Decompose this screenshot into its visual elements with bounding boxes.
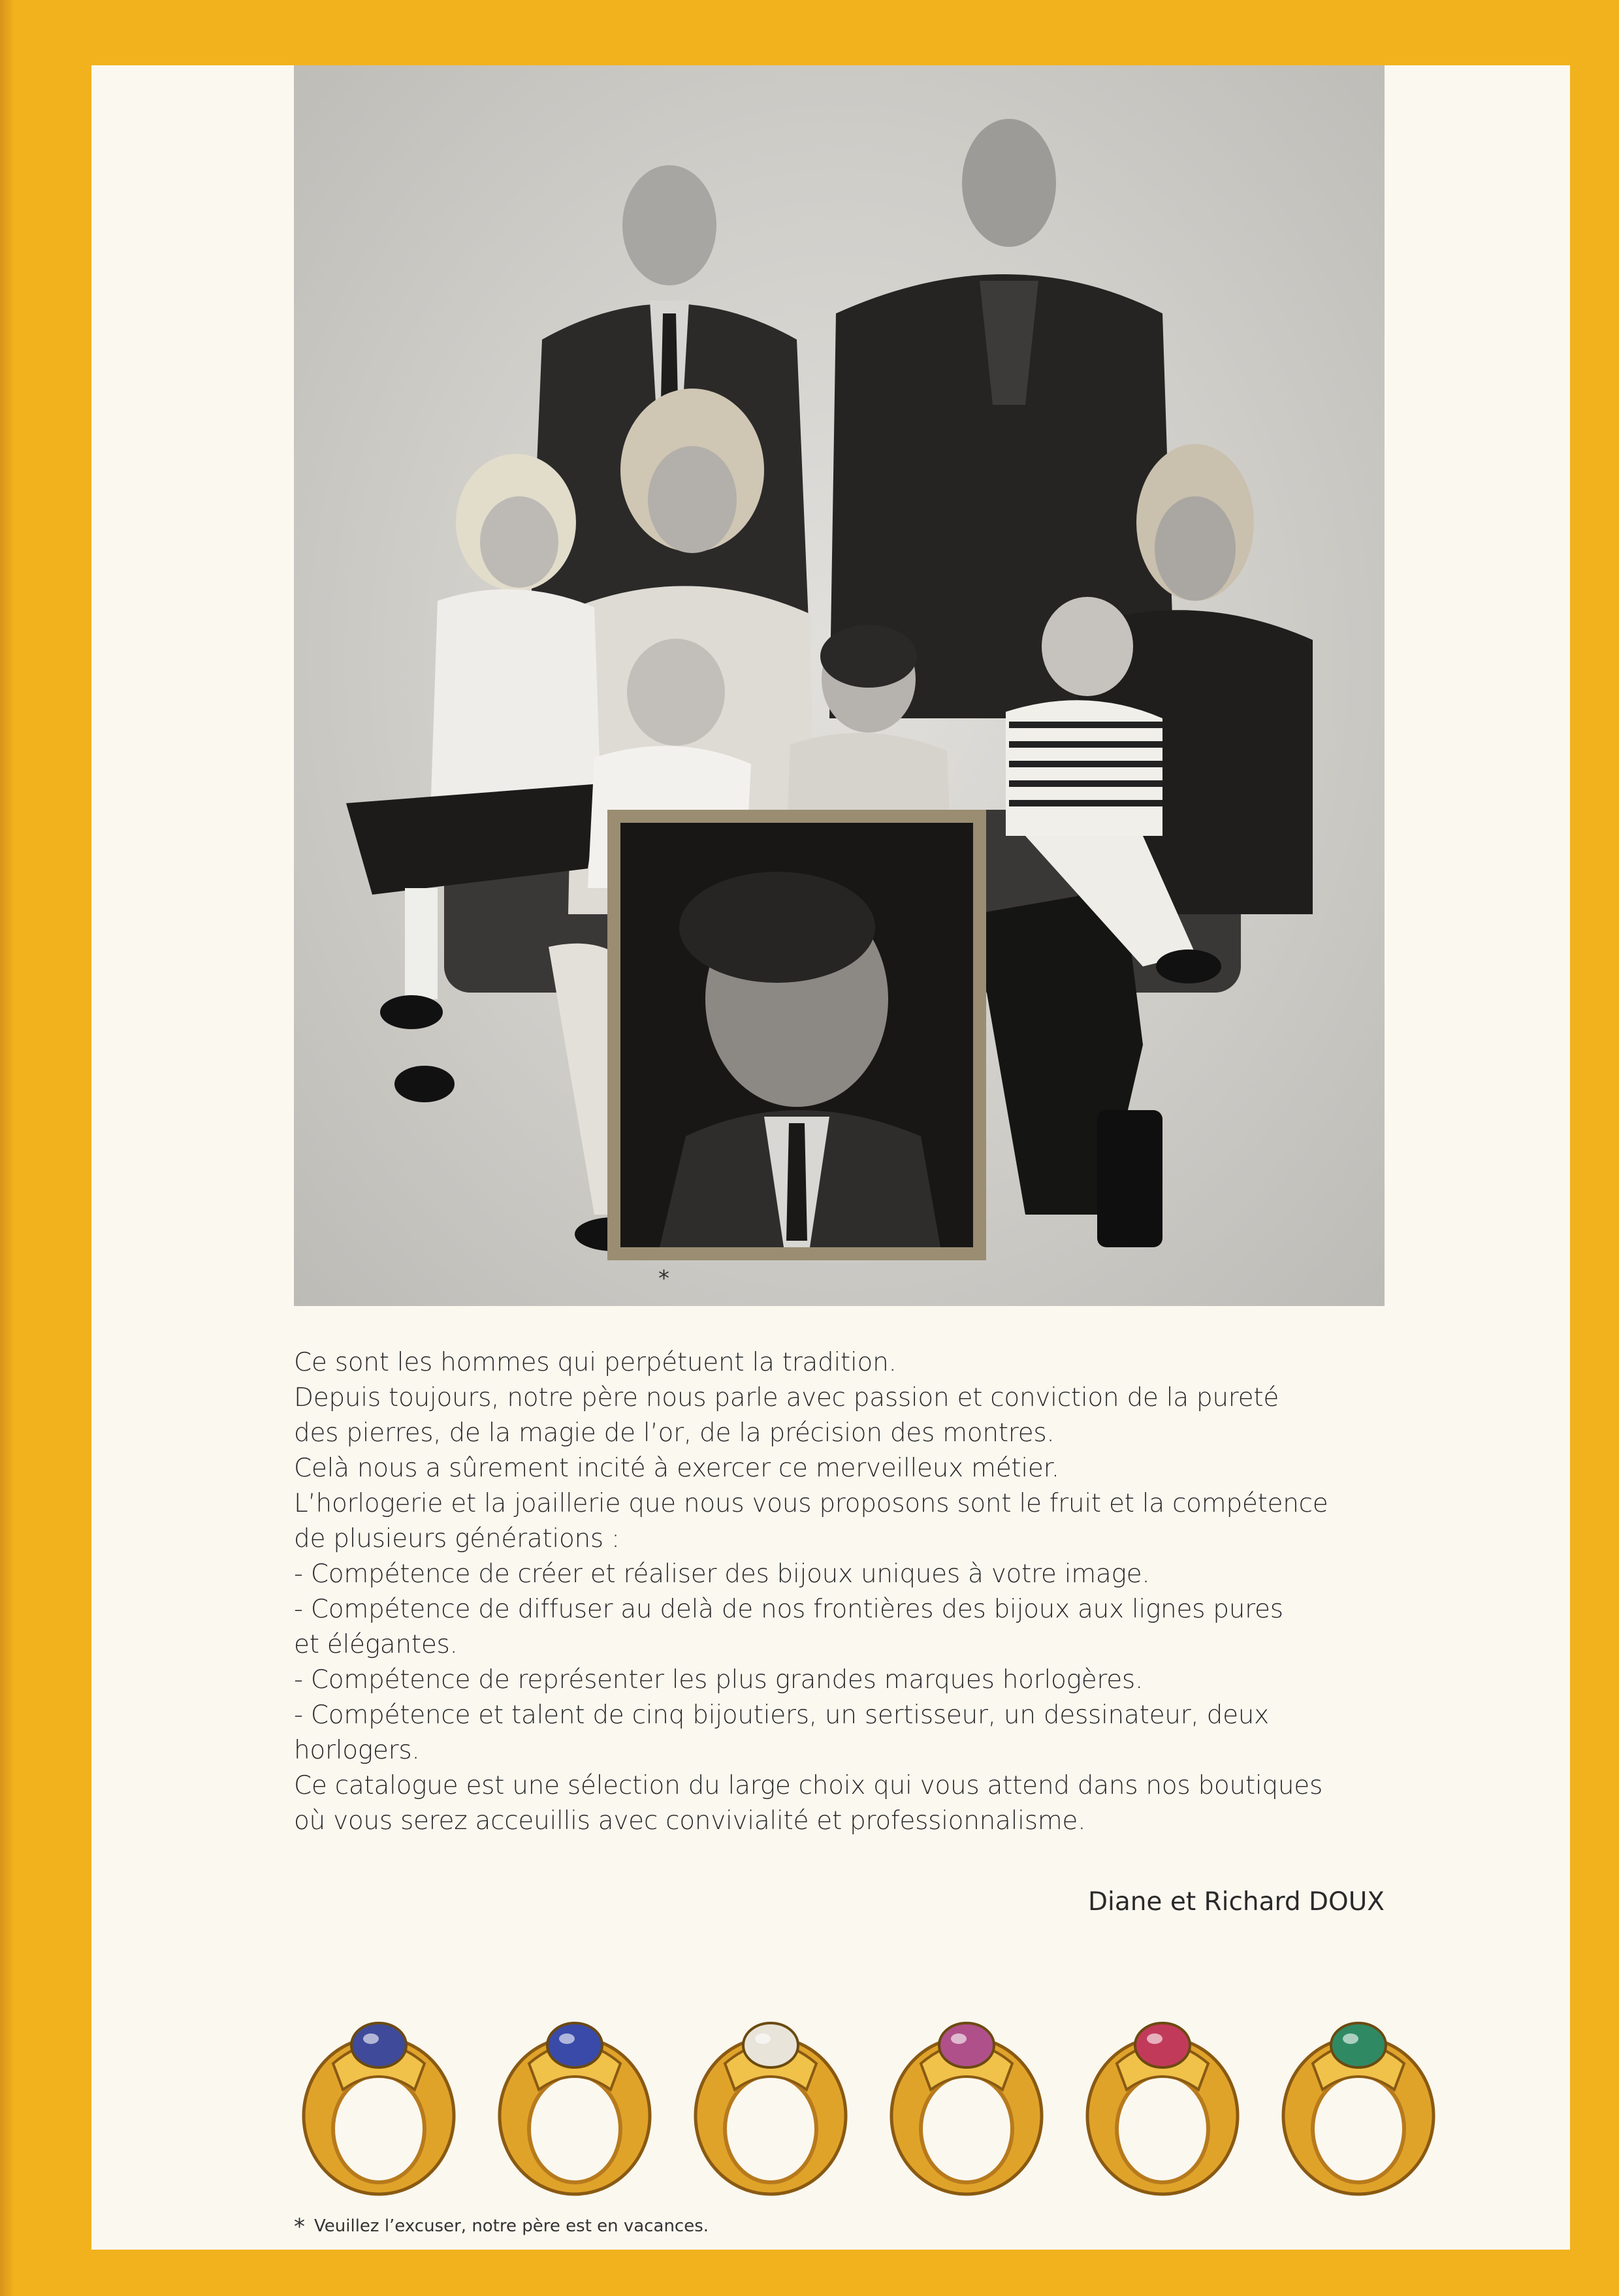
ring-baguette-sapphire-icon <box>500 2023 650 2194</box>
footnote <box>294 2214 709 2240</box>
signature: Diane et Richard DOUX <box>1087 1887 1385 1917</box>
family-portrait-illustration <box>294 65 1385 1306</box>
letter-line: Ce catalogue est une sélection du large choix qui vous attend dans nos boutiques <box>294 1771 1323 1800</box>
ring-pink-cabochon-icon <box>891 2023 1042 2194</box>
rings-drawing <box>281 1992 1489 2207</box>
binding-spine <box>0 0 14 2296</box>
footnote-text: Veuillez l’excuser, notre père est en vacances. <box>314 2216 709 2236</box>
photo-asterisk-mark: * <box>658 1266 669 1292</box>
letter-line: - Compétence de créer et réaliser des bijoux uniques à votre image. <box>294 1559 1150 1589</box>
catalog-page <box>91 65 1570 2250</box>
ring-moonstone-emerald-icon <box>1283 2023 1434 2194</box>
letter-line: - Compétence de diffuser au delà de nos frontières des bijoux aux lignes pures <box>294 1595 1283 1624</box>
letter-line: Celà nous a sûrement incité à exercer ce merveilleux métier. <box>294 1454 1059 1483</box>
letter-line: Ce sont les hommes qui perpétuent la tradition. <box>294 1348 897 1377</box>
letter-line: et élégantes. <box>294 1630 458 1659</box>
letter-line: des pierres, de la magie de l’or, de la précision des montres. <box>294 1418 1055 1448</box>
footnote-asterisk: * <box>294 2214 305 2240</box>
letter-line: où vous serez acceuillis avec convivialité et professionnalisme. <box>294 1806 1086 1836</box>
ring-pave-diamond-icon <box>696 2023 846 2194</box>
ring-blue-sapphire-cross-icon <box>304 2023 454 2194</box>
ring-multicolor-cabochon-icon <box>1087 2023 1238 2194</box>
letter-line: horlogers. <box>294 1736 420 1765</box>
letter-line: - Compétence et talent de cinq bijoutiers, un sertisseur, un dessinateur, deux <box>294 1700 1269 1730</box>
family-portrait-photo <box>294 65 1385 1306</box>
letter-line: de plusieurs générations : <box>294 1524 620 1554</box>
framed-father-portrait <box>607 810 986 1260</box>
letter-line: Depuis toujours, notre père nous parle avec passion et conviction de la pureté <box>294 1383 1279 1412</box>
letter-line: L’horlogerie et la joaillerie que nous vous proposons sont le fruit et la compétence <box>294 1489 1328 1518</box>
letter-line: - Compétence de représenter les plus grandes marques horlogères. <box>294 1665 1144 1695</box>
ring-illustrations <box>281 1992 1489 2207</box>
letter-body <box>294 1345 1385 1839</box>
